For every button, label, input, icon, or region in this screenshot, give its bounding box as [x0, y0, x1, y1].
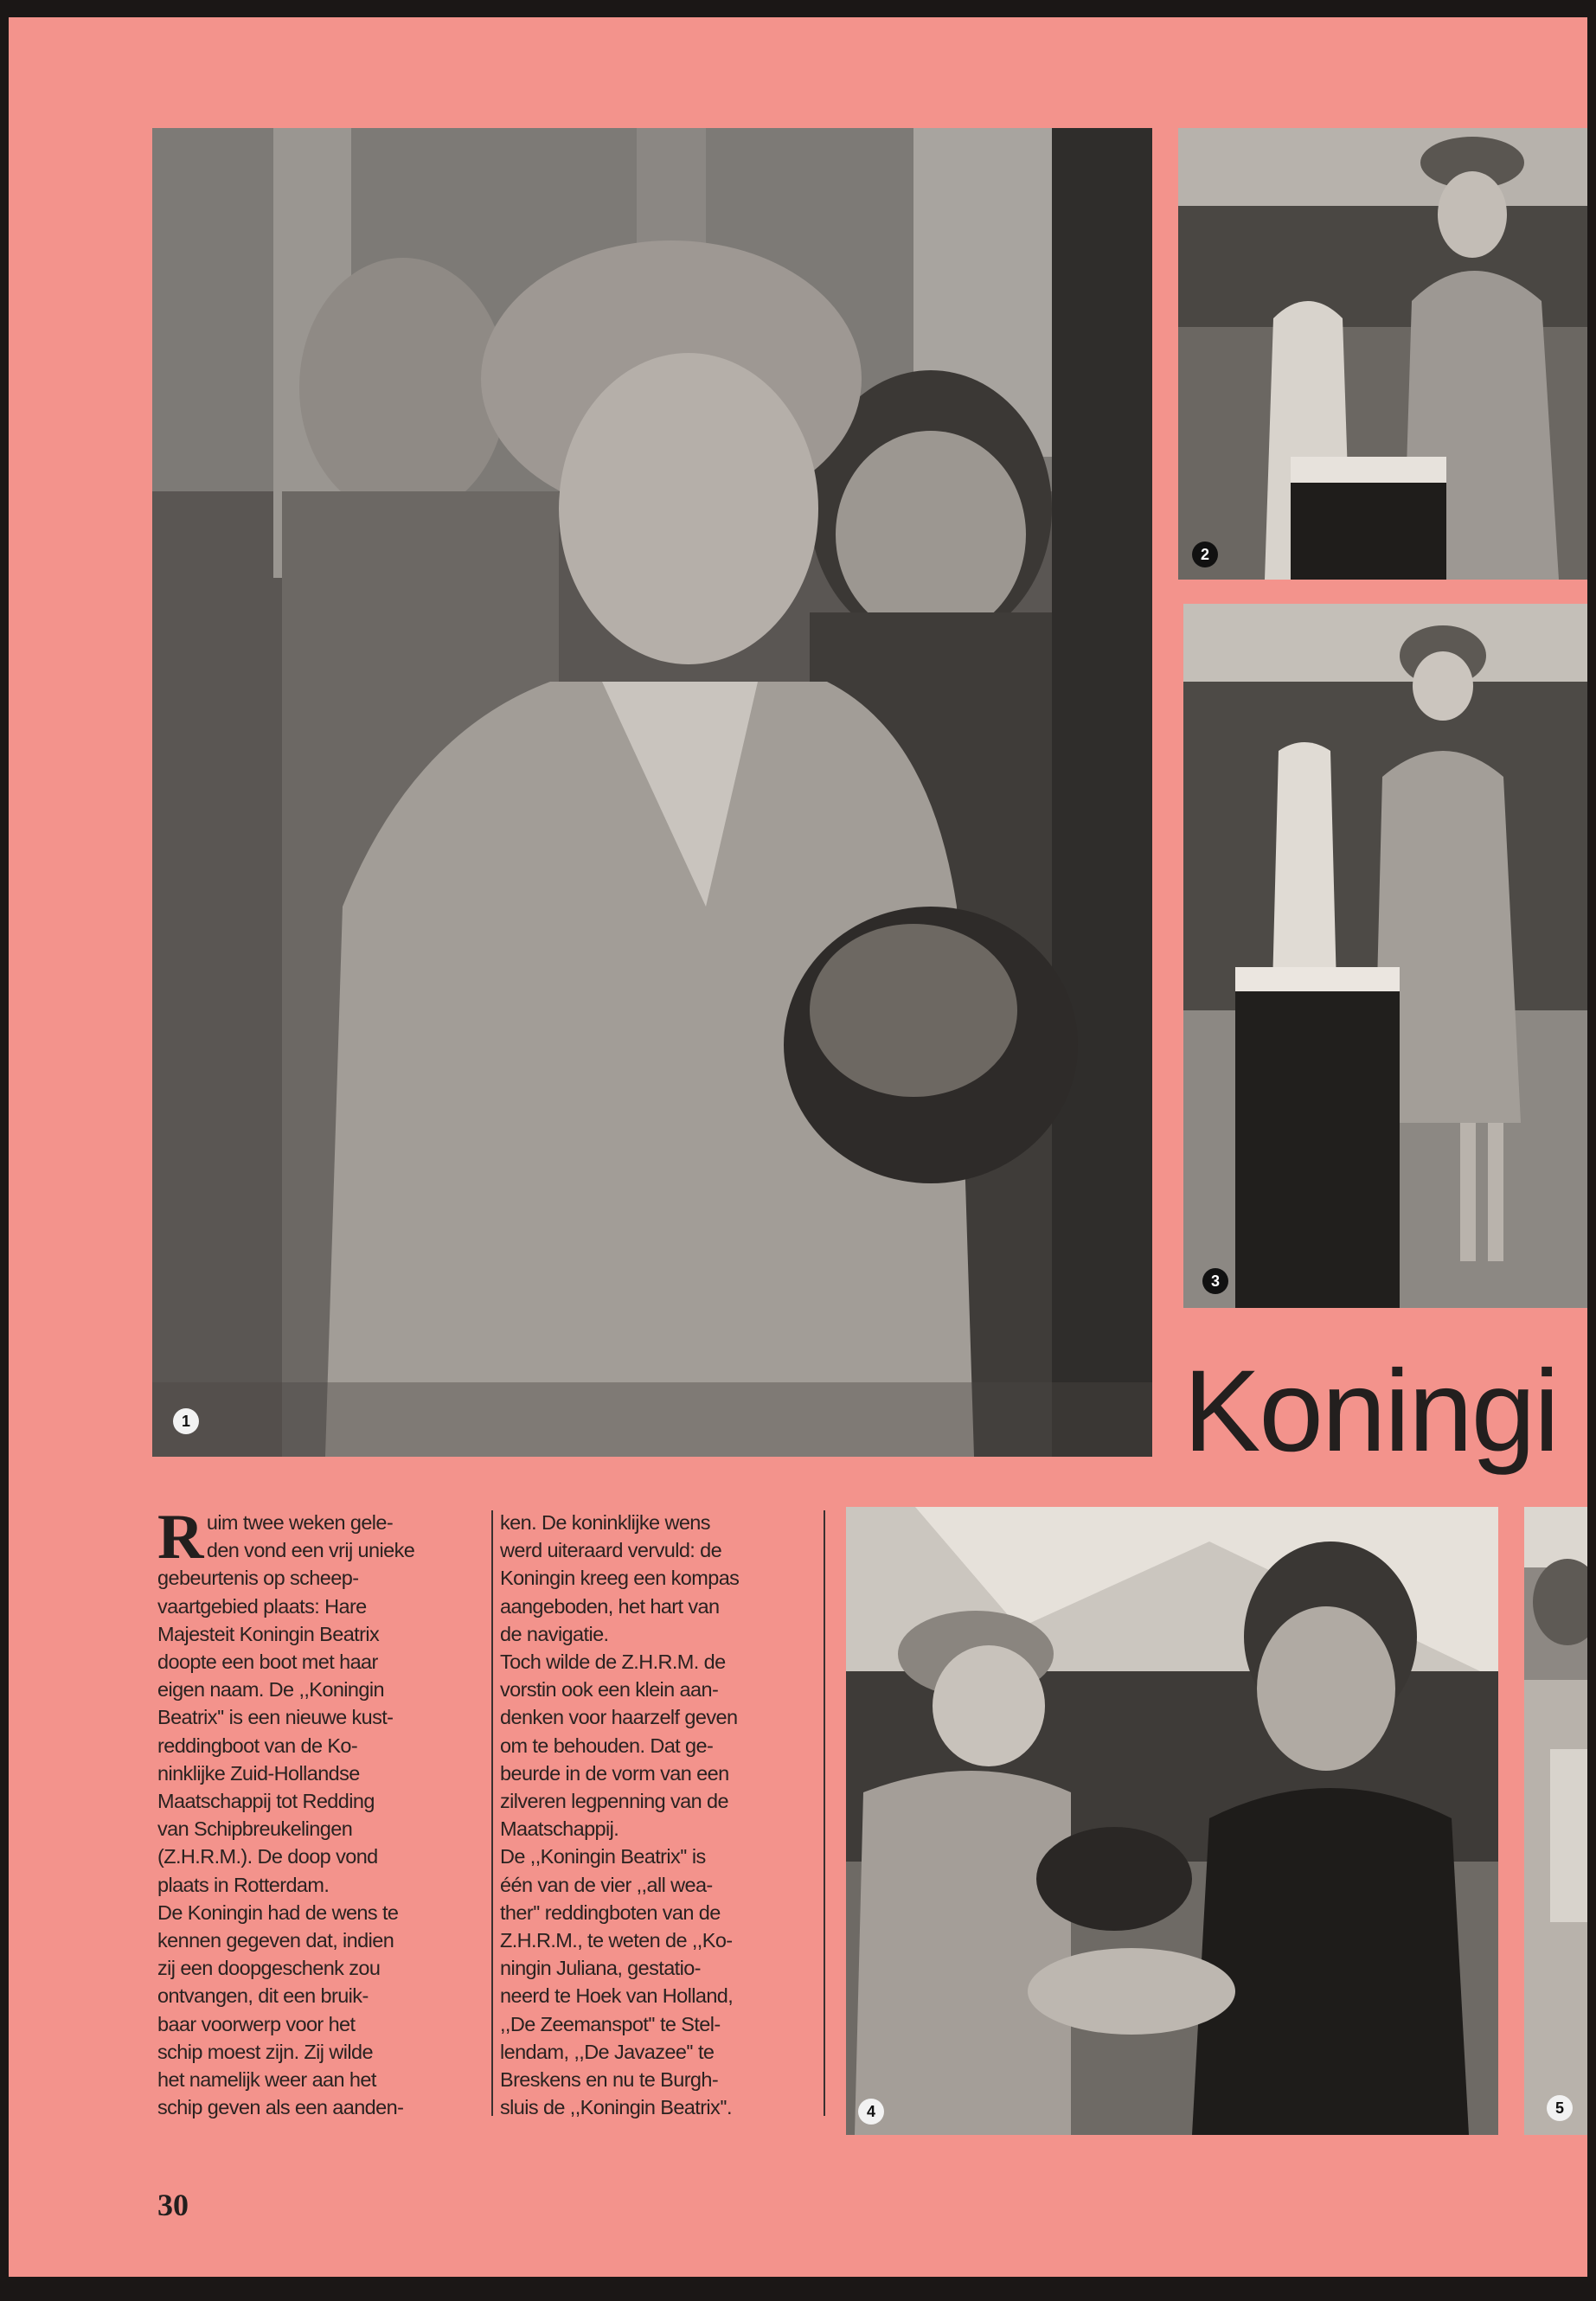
photo-crowd: [1178, 128, 1587, 580]
article-line: om te behouden. Dat ge-: [500, 1734, 714, 1757]
article-line: Z.H.R.M., te weten de ,,Ko-: [500, 1929, 733, 1952]
article-line: ninklijke Zuid-Hollandse: [157, 1761, 360, 1785]
column-divider: [824, 1510, 825, 2116]
article-line: aangeboden, het hart van: [500, 1594, 720, 1618]
column-divider: [491, 1510, 493, 2116]
article-line: schip moest zijn. Zij wilde: [157, 2040, 373, 2063]
article-line: De Koningin had de wens te: [157, 1900, 399, 1924]
article-line: van Schipbreukelingen: [157, 1817, 353, 1841]
article-line: Beatrix'' is een nieuwe kust-: [157, 1706, 394, 1729]
article-line: uim twee weken gele-: [206, 1511, 394, 1534]
article-line: ther'' reddingboten van de: [500, 1900, 721, 1924]
article-line: sluis de ,,Koningin Beatrix''.: [500, 2096, 732, 2119]
article-line: Koningin kreeg een kompas: [500, 1567, 740, 1590]
article-line: (Z.H.R.M.). De doop vond: [157, 1845, 378, 1868]
column-2-lines: [500, 1509, 829, 2121]
article-title: Koningi: [1183, 1347, 1559, 1476]
column-1-lines: [157, 1502, 486, 2121]
article-line: zilveren legpenning van de: [500, 1790, 728, 1813]
article-line: baar voorwerp voor het: [157, 2012, 356, 2035]
photo-number-badge: 1: [173, 1408, 199, 1434]
article-line: zij een doopgeschenk zou: [157, 1957, 381, 1980]
article-line: kennen gegeven dat, indien: [157, 1929, 394, 1952]
article-line: eigen naam. De ,,Koningin: [157, 1678, 384, 1702]
article-line: denken voor haarzelf geven: [500, 1706, 738, 1729]
article-line: ontvangen, dit een bruik-: [157, 1984, 369, 2008]
article-line: Toch wilde de Z.H.R.M. de: [500, 1650, 726, 1674]
article-line: neerd te Hoek van Holland,: [500, 1984, 734, 2008]
article-line: ,,De Zeemanspot'' te Stel-: [500, 2012, 721, 2035]
photo-cropped: [1524, 1507, 1587, 2135]
photo-lectern: [1183, 604, 1587, 1308]
article-line: doopte een boot met haar: [157, 1650, 378, 1674]
article-line: Maatschappij tot Redding: [157, 1790, 375, 1813]
article-line: vorstin ook een klein aan-: [500, 1678, 719, 1702]
photo-main: [152, 128, 1152, 1457]
article-column-1: [157, 1502, 486, 2121]
photo-number-badge: 3: [1202, 1268, 1228, 1294]
article-line: vaartgebied plaats: Hare: [157, 1594, 367, 1618]
article-line: plaats in Rotterdam.: [157, 1873, 330, 1896]
article-line: reddingboot van de Ko-: [157, 1734, 358, 1757]
crowd-photo-icon: [1178, 128, 1587, 580]
lectern-photo-icon: [1183, 604, 1587, 1308]
article-line: ningin Juliana, gestatio-: [500, 1957, 701, 1980]
article-line: één van de vier ,,all wea-: [500, 1873, 713, 1896]
article-line: Breskens en nu te Burgh-: [500, 2068, 719, 2092]
article-line: lendam, ,,De Javazee'' te: [500, 2040, 715, 2063]
page-number: 30: [157, 2188, 189, 2222]
article-line: werd uiteraard vervuld: de: [500, 1539, 722, 1562]
article-line: den vond een vrij unieke: [206, 1539, 415, 1562]
article-line: de navigatie.: [500, 1622, 609, 1645]
photo-number-badge: 5: [1547, 2095, 1573, 2121]
queen-with-bouquet-photo-icon: [152, 128, 1152, 1457]
article-line: schip geven als een aanden-: [157, 2096, 404, 2119]
article-line: Maatschappij.: [500, 1817, 619, 1841]
article-line: Majesteit Koningin Beatrix: [157, 1622, 380, 1645]
drop-cap: R: [157, 1502, 203, 1573]
article-line: De ,,Koningin Beatrix'' is: [500, 1845, 706, 1868]
magazine-page: [9, 17, 1587, 2277]
photo-number-badge: 2: [1192, 542, 1218, 567]
cropped-photo-icon: [1524, 1507, 1587, 2135]
handshake-photo-icon: [846, 1507, 1498, 2135]
article-line: het namelijk weer aan het: [157, 2068, 376, 2092]
article-line: ken. De koninklijke wens: [500, 1511, 710, 1534]
article-column-2: [500, 1509, 829, 2121]
article-line: gebeurtenis op scheep-: [157, 1567, 359, 1590]
article-line: beurde in de vorm van een: [500, 1761, 729, 1785]
photo-number-badge: 4: [858, 2099, 884, 2125]
photo-handshake: [846, 1507, 1498, 2135]
